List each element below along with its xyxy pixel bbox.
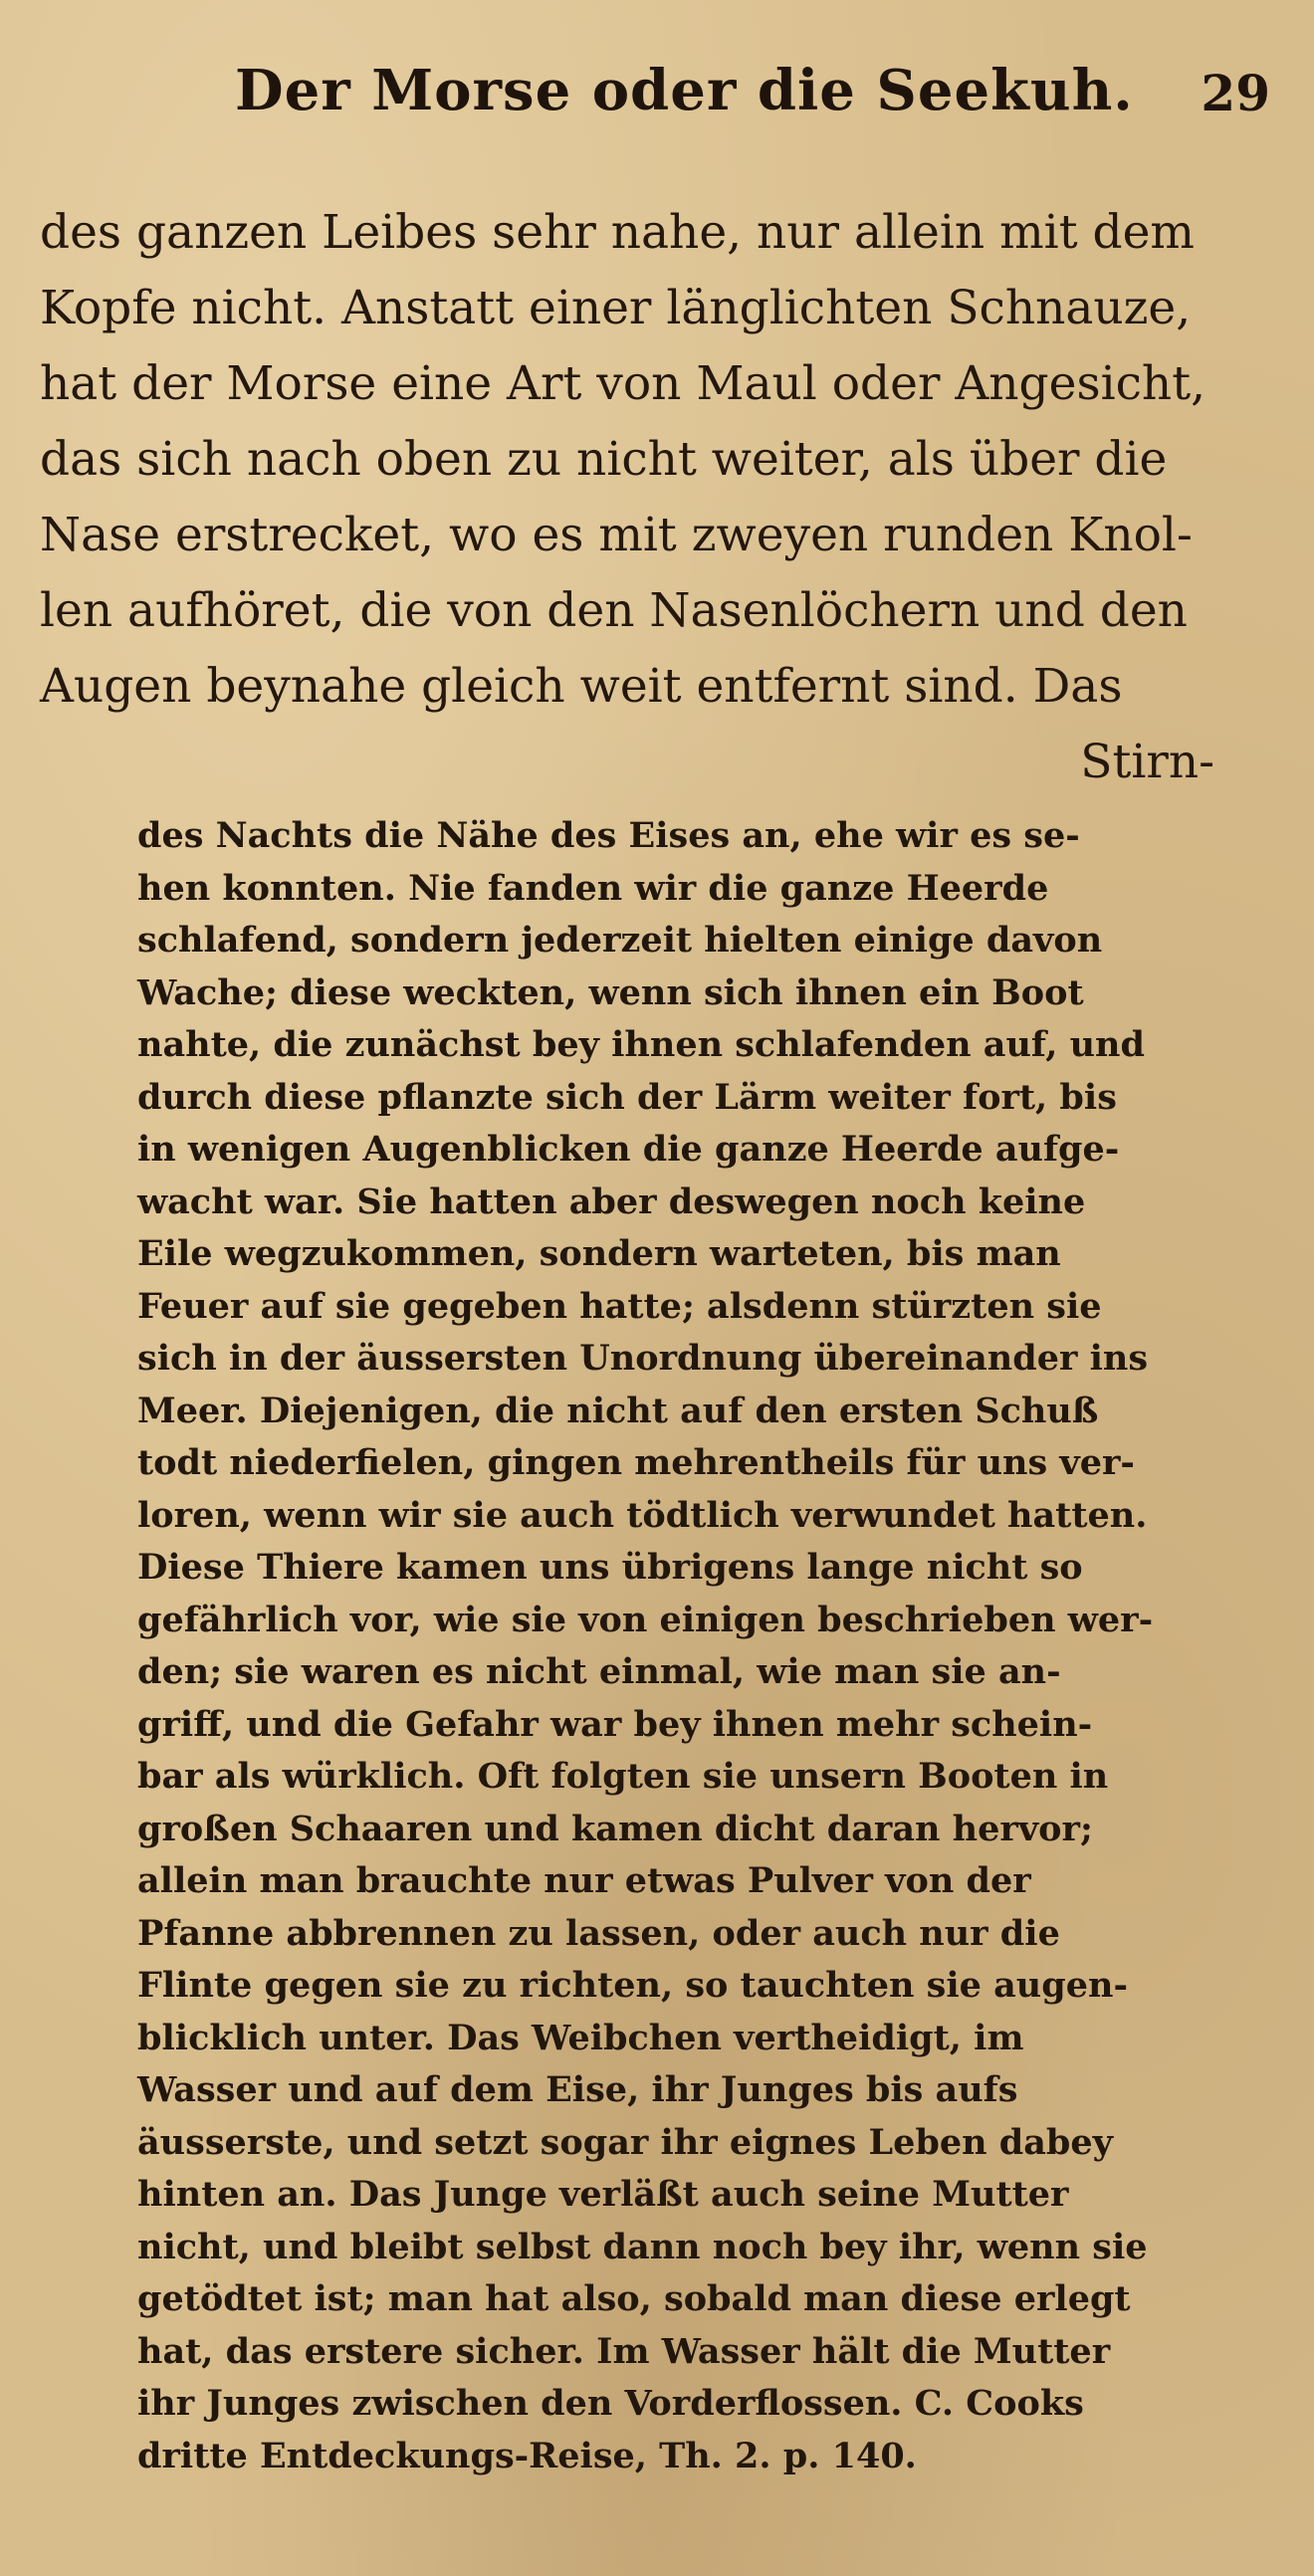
footnote-line: großen Schaaren und kamen dicht daran hervor; bbox=[137, 1808, 1093, 1849]
footnote-line: Diese Thiere kamen uns übrigens lange nicht so bbox=[137, 1547, 1083, 1588]
footnote-line: hen konnten. Nie fanden wir die ganze Heerde bbox=[137, 867, 1049, 909]
footnote-line: Wasser und auf dem Eise, ihr Junges bis aufs bbox=[137, 2069, 1018, 2110]
catchword: Stirn- bbox=[1080, 735, 1214, 789]
footnote-line: gefährlich vor, wie sie von einigen beschrieben wer- bbox=[137, 1599, 1154, 1640]
footnote-line: wacht war. Sie hatten aber deswegen noch keine bbox=[137, 1181, 1086, 1222]
running-title: Der Morse oder die Seekuh. bbox=[235, 58, 1134, 123]
running-head bbox=[235, 58, 1270, 137]
main-text-line: len aufhöret, die von den Nasenlöchern und den bbox=[40, 583, 1188, 638]
footnote-line: durch diese pflanzte sich der Lärm weiter fort, bis bbox=[137, 1076, 1117, 1118]
footnote-line: getödtet ist; man hat also, sobald man diese erlegt bbox=[137, 2278, 1131, 2319]
footnote-line: blicklich unter. Das Weibchen vertheidigt, im bbox=[137, 2017, 1024, 2058]
footnote-line: ihr Junges zwischen den Vorderflossen. C. Cooks bbox=[137, 2383, 1084, 2424]
footnote-line: hinten an. Das Junge verläßt auch seine Mutter bbox=[137, 2174, 1069, 2215]
main-text-line: Kopfe nicht. Anstatt einer länglichten Schnauze, bbox=[40, 281, 1192, 335]
main-text-line: das sich nach oben zu nicht weiter, als über die bbox=[40, 432, 1168, 487]
footnote-line: hat, das erstere sicher. Im Wasser hält die Mutter bbox=[137, 2330, 1111, 2372]
footnote-line: des Nachts die Nähe des Eises an, ehe wir es se- bbox=[137, 815, 1080, 856]
footnote-line: Feuer auf sie gegeben hatte; alsdenn stürzten sie bbox=[137, 1285, 1102, 1327]
footnote-line: sich in der äussersten Unordnung übereinander ins bbox=[137, 1338, 1149, 1379]
footnote-line: loren, wenn wir sie auch tödtlich verwundet hatten. bbox=[137, 1494, 1148, 1536]
footnote-line: Flinte gegen sie zu richten, so tauchten sie augen- bbox=[137, 1965, 1128, 2006]
footnote-line: nahte, die zunächst bey ihnen schlafenden auf, und bbox=[137, 1024, 1145, 1065]
main-text bbox=[40, 195, 1224, 800]
footnote-line: den; sie waren es nicht einmal, wie man sie an- bbox=[137, 1651, 1061, 1692]
footnote-line: todt niederfielen, gingen mehrentheils für uns ver- bbox=[137, 1442, 1135, 1483]
footnote-line: Wache; diese weckten, wenn sich ihnen ein Boot bbox=[137, 971, 1084, 1013]
main-text-line: Augen beynahe gleich weit entfernt sind. Das bbox=[40, 659, 1123, 714]
page-number: 29 bbox=[1201, 64, 1270, 122]
footnote-line: dritte Entdeckungs-Reise, Th. 2. p. 140. bbox=[137, 2435, 917, 2476]
footnote bbox=[137, 810, 1252, 2482]
footnote-line: äusserste, und setzt sogar ihr eignes Leben dabey bbox=[137, 2121, 1113, 2163]
footnote-line: nicht, und bleibt selbst dann noch bey ihr, wenn sie bbox=[137, 2226, 1148, 2267]
footnote-line: Pfanne abbrennen zu lassen, oder auch nur die bbox=[137, 1912, 1060, 1954]
footnote-line: Eile wegzukommen, sondern warteten, bis man bbox=[137, 1233, 1061, 1274]
main-text-line: hat der Morse eine Art von Maul oder Angesicht, bbox=[40, 356, 1206, 411]
footnote-line: Meer. Diejenigen, die nicht auf den ersten Schuß bbox=[137, 1390, 1099, 1431]
main-text-line: Nase erstrecket, wo es mit zweyen runden Knol- bbox=[40, 508, 1193, 562]
footnote-line: bar als würklich. Oft folgten sie unsern Booten in bbox=[137, 1756, 1109, 1797]
footnote-line: griff, und die Gefahr war bey ihnen mehr schein- bbox=[137, 1703, 1093, 1745]
footnote-line: allein man brauchte nur etwas Pulver von der bbox=[137, 1860, 1031, 1901]
footnote-line: in wenigen Augenblicken die ganze Heerde aufge- bbox=[137, 1129, 1120, 1170]
footnote-line: schlafend, sondern jederzeit hielten einige davon bbox=[137, 920, 1103, 961]
main-text-line: des ganzen Leibes sehr nahe, nur allein mit dem bbox=[40, 205, 1195, 260]
